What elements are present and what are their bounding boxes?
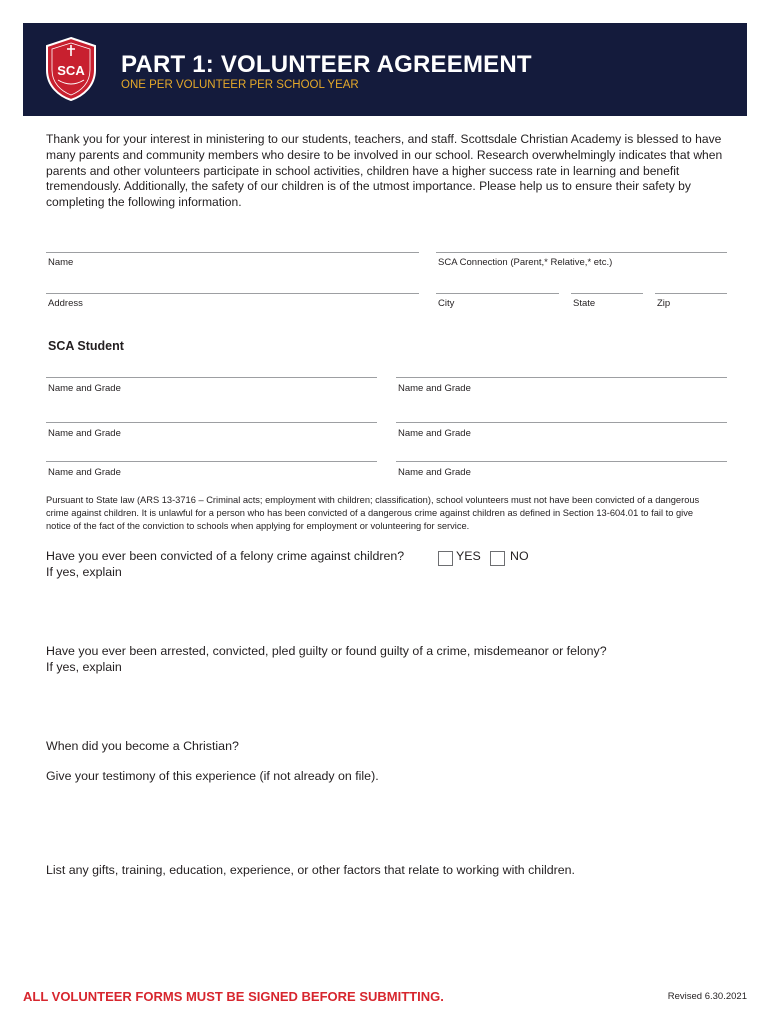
student-5-field-line[interactable]: [46, 461, 377, 462]
city-label: City: [438, 298, 455, 309]
student-1-field-line[interactable]: [46, 377, 377, 378]
student-name-grade-label: Name and Grade: [48, 383, 121, 394]
student-name-grade-label: Name and Grade: [48, 428, 121, 439]
sca-connection-label: SCA Connection (Parent,* Relative,* etc.): [438, 257, 613, 268]
student-6-field-line[interactable]: [396, 461, 727, 462]
arrested-explain-label: If yes, explain: [46, 660, 122, 674]
sca-connection-field-line[interactable]: [436, 252, 727, 253]
header-banner: [23, 23, 747, 116]
student-name-grade-label: Name and Grade: [398, 467, 471, 478]
felony-question: Have you ever been convicted of a felony crime against children?: [46, 549, 405, 563]
revision-date: Revised 6.30.2021: [667, 991, 747, 1002]
student-2-field-line[interactable]: [396, 377, 727, 378]
student-4-field-line[interactable]: [396, 422, 727, 423]
zip-label: Zip: [657, 298, 671, 309]
logo-text: SCA: [57, 63, 85, 78]
state-label: State: [573, 298, 596, 309]
gifts-question: List any gifts, training, education, experience, or other factors that relate to working with children.: [46, 863, 575, 877]
student-3-field-line[interactable]: [46, 422, 377, 423]
name-label: Name: [48, 257, 74, 268]
state-field-line[interactable]: [571, 293, 643, 294]
student-name-grade-label: Name and Grade: [48, 467, 121, 478]
address-label: Address: [48, 298, 83, 309]
intro-paragraph: Thank you for your interest in ministering to our students, teachers, and staff. Scottsdale Christian Academy is blessed to have many parents and community members who desire to be involved in our school. Research overwhelmingly indicates that when parents and other volunteers participate in school activities, children have a higher success rate in learning and benefit tremendously. Additionally, the safety of our children is of the utmost importance. Please help us to ensure their safety by completing the following information.: [46, 132, 723, 210]
student-name-grade-label: Name and Grade: [398, 383, 471, 394]
page-title: PART 1: VOLUNTEER AGREEMENT: [121, 51, 532, 78]
yes-checkbox[interactable]: [438, 551, 453, 566]
legal-notice: Pursuant to State law (ARS 13-3716 – Criminal acts; employment with children; classification), school volunteers must not have been convicted of a dangerous crime against children. It is unlawful for a person who has been convicted of a dangerous crime against children as defined in Section 13-604.01 to fail to give notice of the fact of the conviction to schools when applying for employment or volunteering for service.: [46, 495, 700, 532]
signature-warning: ALL VOLUNTEER FORMS MUST BE SIGNED BEFORE SUBMITTING.: [23, 989, 444, 1004]
page-subtitle: ONE PER VOLUNTEER PER SCHOOL YEAR: [121, 79, 359, 91]
no-checkbox[interactable]: [490, 551, 505, 566]
arrested-question: Have you ever been arrested, convicted, pled guilty or found guilty of a crime, misdemeanor or felony?: [46, 644, 607, 658]
yes-label: YES: [456, 549, 481, 563]
no-label: NO: [510, 549, 529, 563]
felony-explain-label: If yes, explain: [46, 565, 122, 579]
name-field-line[interactable]: [46, 252, 419, 253]
zip-field-line[interactable]: [655, 293, 727, 294]
city-field-line[interactable]: [436, 293, 559, 294]
testimony-question: Give your testimony of this experience (if not already on file).: [46, 769, 379, 783]
address-field-line[interactable]: [46, 293, 419, 294]
sca-student-heading: SCA Student: [48, 339, 124, 353]
student-name-grade-label: Name and Grade: [398, 428, 471, 439]
christian-question: When did you become a Christian?: [46, 739, 239, 753]
school-crest-logo: [43, 36, 99, 102]
